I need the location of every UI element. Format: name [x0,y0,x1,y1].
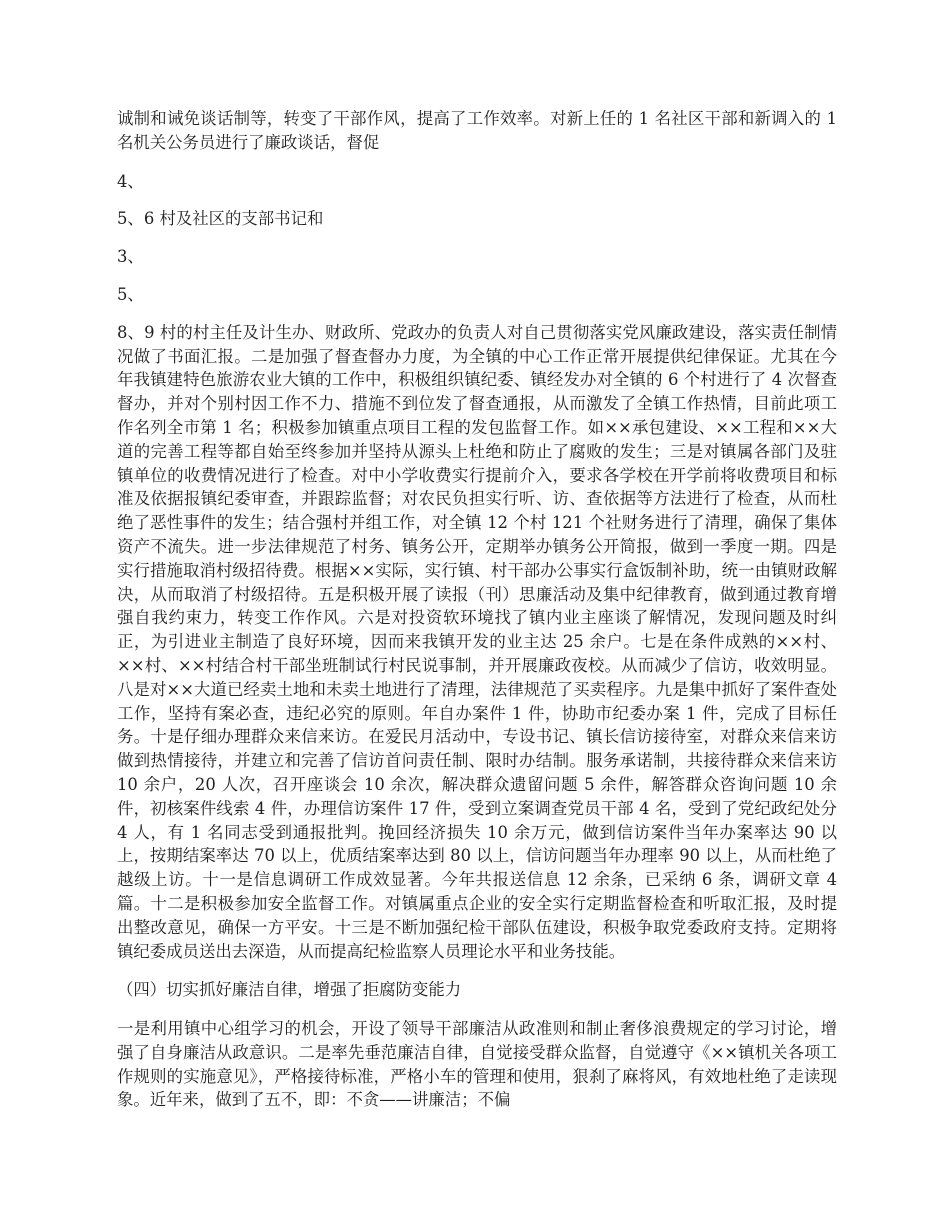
paragraph-5: 5、 [117,284,144,304]
paragraph-4: 3、 [117,247,144,267]
paragraph-2: 4、 [117,171,144,191]
paragraph-1: 诚制和诫免谈话制等，转变了干部作风，提高了工作效率。对新上任的 1 名社区干部和新调入的 1 名机关公务员进行了廉政谈话，督促 [117,109,837,152]
paragraph-3: 5、6 村及社区的支部书记和 [117,209,324,229]
document-body [117,107,837,1127]
section-heading: （四）切实抓好廉洁自律，增强了拒腐防变能力 [117,980,462,1000]
paragraph-6: 8、9 村的村主任及计生办、财政所、党政办的负责人对自己贯彻落实党风廉政建设，落实责任制情况做了书面汇报。二是加强了督查督办力度，为全镇的中心工作正常开展提供纪律保证。尤其在今年我镇建特色旅游农业大镇的工作中，积极组织镇纪委、镇经发办对全镇的 6 个村进行了 4 次督查督办，并对个别村因工作不力、措施不到位发了督查通报，从而激发了全镇工作热情，目前此项工作名列全市第 1 名；积极参加镇重点项目工程的发包监督工作。如××承包建设、××工程和××大道的完善工程等都自始至终参加并坚持从源头上杜绝和防止了腐败的发生；三是对镇属各部门及驻镇单位的收费情况进行了检查。对中小学收费实行提前介入，要求各学校在开学前将收费项目和标准及依据报镇纪委审查，并跟踪监督；对农民负担实行听、访、查依据等方法进行了检查，从而杜绝了恶性事件的发生；结合强村并组工作，对全镇 12 个村 121 个社财务进行了清理，确保了集体资产不流失。进一步法律规范了村务、镇务公开，定期举办镇务公开简报，做到一季度一期。四是实行措施取消村级招待费。根据××实际，实行镇、村干部办公事实行盒饭制补助，统一由镇财政解决，从而取消了村级招待。五是积极开展了读报（刊）思廉活动及集中纪律教育，做到通过教育增强自我约束力，转变工作作风。六是对投资软环境找了镇内业主座谈了解情况，发现问题及时纠正，为引进业主制造了良好环境，因而来我镇开发的业主达 25 余户。七是在条件成熟的××村、××村、××村结合村干部坐班制试行村民说事制，并开展廉政夜校。从而减少了信访，收效明显。八是对××大道已经卖土地和未卖土地进行了清理，法律规范了买卖程序。九是集中抓好了案件查处工作，坚持有案必查，违纪必究的原则。年自办案件 1 件，协助市纪委办案 1 件，完成了目标任务。十是仔细办理群众来信来访。在爱民月活动中，专设书记、镇长信访接待室，对群众来信来访做到热情接待，并建立和完善了信访首问责任制、限时办结制。服务承诺制，共接待群众来信来访 10 余户，20 人次，召开座谈会 10 余次，解决群众遗留问题 5 余件，解答群众咨询问题 10 余件，初核案件线索 4 件，办理信访案件 17 件，受到立案调查党员干部 4 名，受到了党纪政纪处分 4 人，有 1 名同志受到通报批判。挽回经济损失 10 余万元，做到信访案件当年办案率达 90 以上，按期结案率达 70 以上，优质结案率达到 80 以上，信访问题当年办理率 90 以上，从而杜绝了越级上访。十一是信息调研工作成效显著。今年共报送信息 12 余条，已采纳 6 条，调研文章 4 篇。十二是积极参加安全监督工作。对镇属重点企业的安全实行定期监督检查和听取汇报，及时提出整改意见，确保一方平安。十三是不断加强纪检干部队伍建设，积极争取党委政府支持。定期将镇纪委成员送出去深造，从而提高纪检监察人员理论水平和业务技能。 [117,322,837,961]
paragraph-7: 一是利用镇中心组学习的机会，开设了领导干部廉洁从政准则和制止奢侈浪费规定的学习讨论，增强了自身廉洁从政意识。二是率先垂范廉洁自律，自觉接受群众监督，自觉遵守《××镇机关各项工作规则的实施意见》，严格接待标准，严格小车的管理和使用，狠刹了麻将风，有效地杜绝了走读现象。近年来，做到了五不，即：不贪——讲廉洁；不偏 [117,1019,837,1110]
